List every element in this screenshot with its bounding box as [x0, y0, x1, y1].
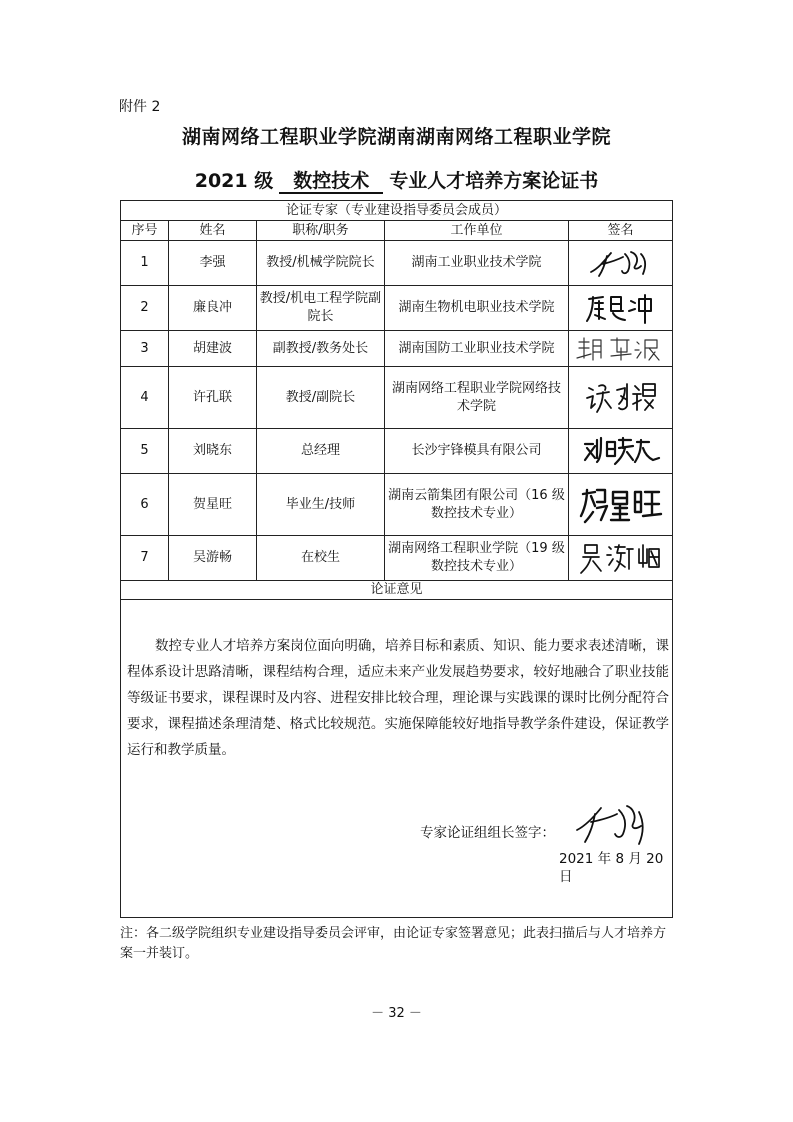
row-no: 4	[121, 367, 169, 429]
table-row	[121, 429, 673, 474]
row-title: 教授/副院长	[257, 367, 385, 429]
column-header-row	[121, 221, 673, 241]
row-unit: 湖南工业职业技术学院	[385, 241, 569, 286]
column-header-unit: 工作单位	[385, 221, 569, 241]
leader-signature-image	[573, 800, 653, 856]
column-header-name: 姓名	[169, 221, 257, 241]
row-unit: 湖南生物机电职业技术学院	[385, 286, 569, 331]
column-header-title: 职称/职务	[257, 221, 385, 241]
expert-section-title: 论证专家（专业建设指导委员会成员）	[121, 201, 673, 221]
leader-signature-label: 专家论证组组长签字：	[420, 825, 555, 841]
row-name: 李强	[169, 241, 257, 286]
column-header-signature: 签名	[569, 221, 673, 241]
table-row	[121, 474, 673, 536]
row-unit: 湖南网络工程职业学院网络技术学院	[385, 367, 569, 429]
certificate-table	[120, 200, 673, 918]
row-name: 廉良冲	[169, 286, 257, 331]
subtitle-year: 2021 级	[194, 170, 274, 192]
table-row	[121, 367, 673, 429]
row-title: 教授/机电工程学院副院长	[257, 286, 385, 331]
row-no: 2	[121, 286, 169, 331]
footnote: 注：各二级学院组织专业建设指导委员会评审，由论证专家签署意见；此表扫描后与人才培养方案一并装订。	[120, 926, 667, 961]
row-name: 胡建波	[169, 331, 257, 367]
row-title: 在校生	[257, 536, 385, 581]
row-name: 刘晓东	[169, 429, 257, 474]
signature-image	[569, 429, 673, 474]
page-number: － 32 －	[371, 1006, 422, 1021]
document-subtitle	[0, 166, 793, 194]
opinion-section-header	[121, 581, 673, 600]
subtitle-suffix: 专业人才培养方案论证书	[389, 170, 599, 192]
row-unit: 湖南网络工程职业学院（19 级数控技术专业）	[385, 536, 569, 581]
expert-section-header	[121, 201, 673, 221]
row-title: 毕业生/技师	[257, 474, 385, 536]
row-title: 副教授/教务处长	[257, 331, 385, 367]
row-no: 6	[121, 474, 169, 536]
row-name: 贺星旺	[169, 474, 257, 536]
row-no: 7	[121, 536, 169, 581]
row-unit: 长沙宇锋模具有限公司	[385, 429, 569, 474]
row-no: 1	[121, 241, 169, 286]
row-title: 总经理	[257, 429, 385, 474]
opinion-row	[121, 600, 673, 918]
subtitle-major: 数控技术	[279, 170, 383, 194]
row-title: 教授/机械学院院长	[257, 241, 385, 286]
column-header-no: 序号	[121, 221, 169, 241]
row-unit: 湖南云箭集团有限公司（16 级数控技术专业）	[385, 474, 569, 536]
signature-image	[569, 286, 673, 331]
opinion-cell	[121, 600, 673, 918]
row-name: 许孔联	[169, 367, 257, 429]
attachment-label: 附件 2	[119, 99, 161, 115]
table-row	[121, 536, 673, 581]
row-no: 3	[121, 331, 169, 367]
row-no: 5	[121, 429, 169, 474]
opinion-title: 论证意见	[121, 581, 673, 600]
row-name: 吴游畅	[169, 536, 257, 581]
signing-date: 2021 年 8 月 20 日	[559, 851, 664, 885]
table-row	[121, 286, 673, 331]
opinion-text: 数控专业人才培养方案岗位面向明确，培养目标和素质、知识、能力要求表述清晰，课程体系设计思路清晰，课程结构合理，适应未来产业发展趋势要求，较好地融合了职业技能等级证书要求，课程课时及内容、进程安排比较合理，理论课与实践课的课时比例分配符合要求，课程描述条理清楚、格式比较规范。实施保障能较好地指导教学条件建设，保证教学运行和教学质量。	[127, 638, 669, 758]
signature-image	[569, 474, 673, 536]
table-row	[121, 331, 673, 367]
signature-image	[569, 367, 673, 429]
signature-image	[569, 536, 673, 581]
signature-image	[569, 241, 673, 286]
row-unit: 湖南国防工业职业技术学院	[385, 331, 569, 367]
signature-image	[569, 331, 673, 367]
document-title: 湖南网络工程职业学院湖南湖南网络工程职业学院	[181, 126, 611, 148]
table-row	[121, 241, 673, 286]
